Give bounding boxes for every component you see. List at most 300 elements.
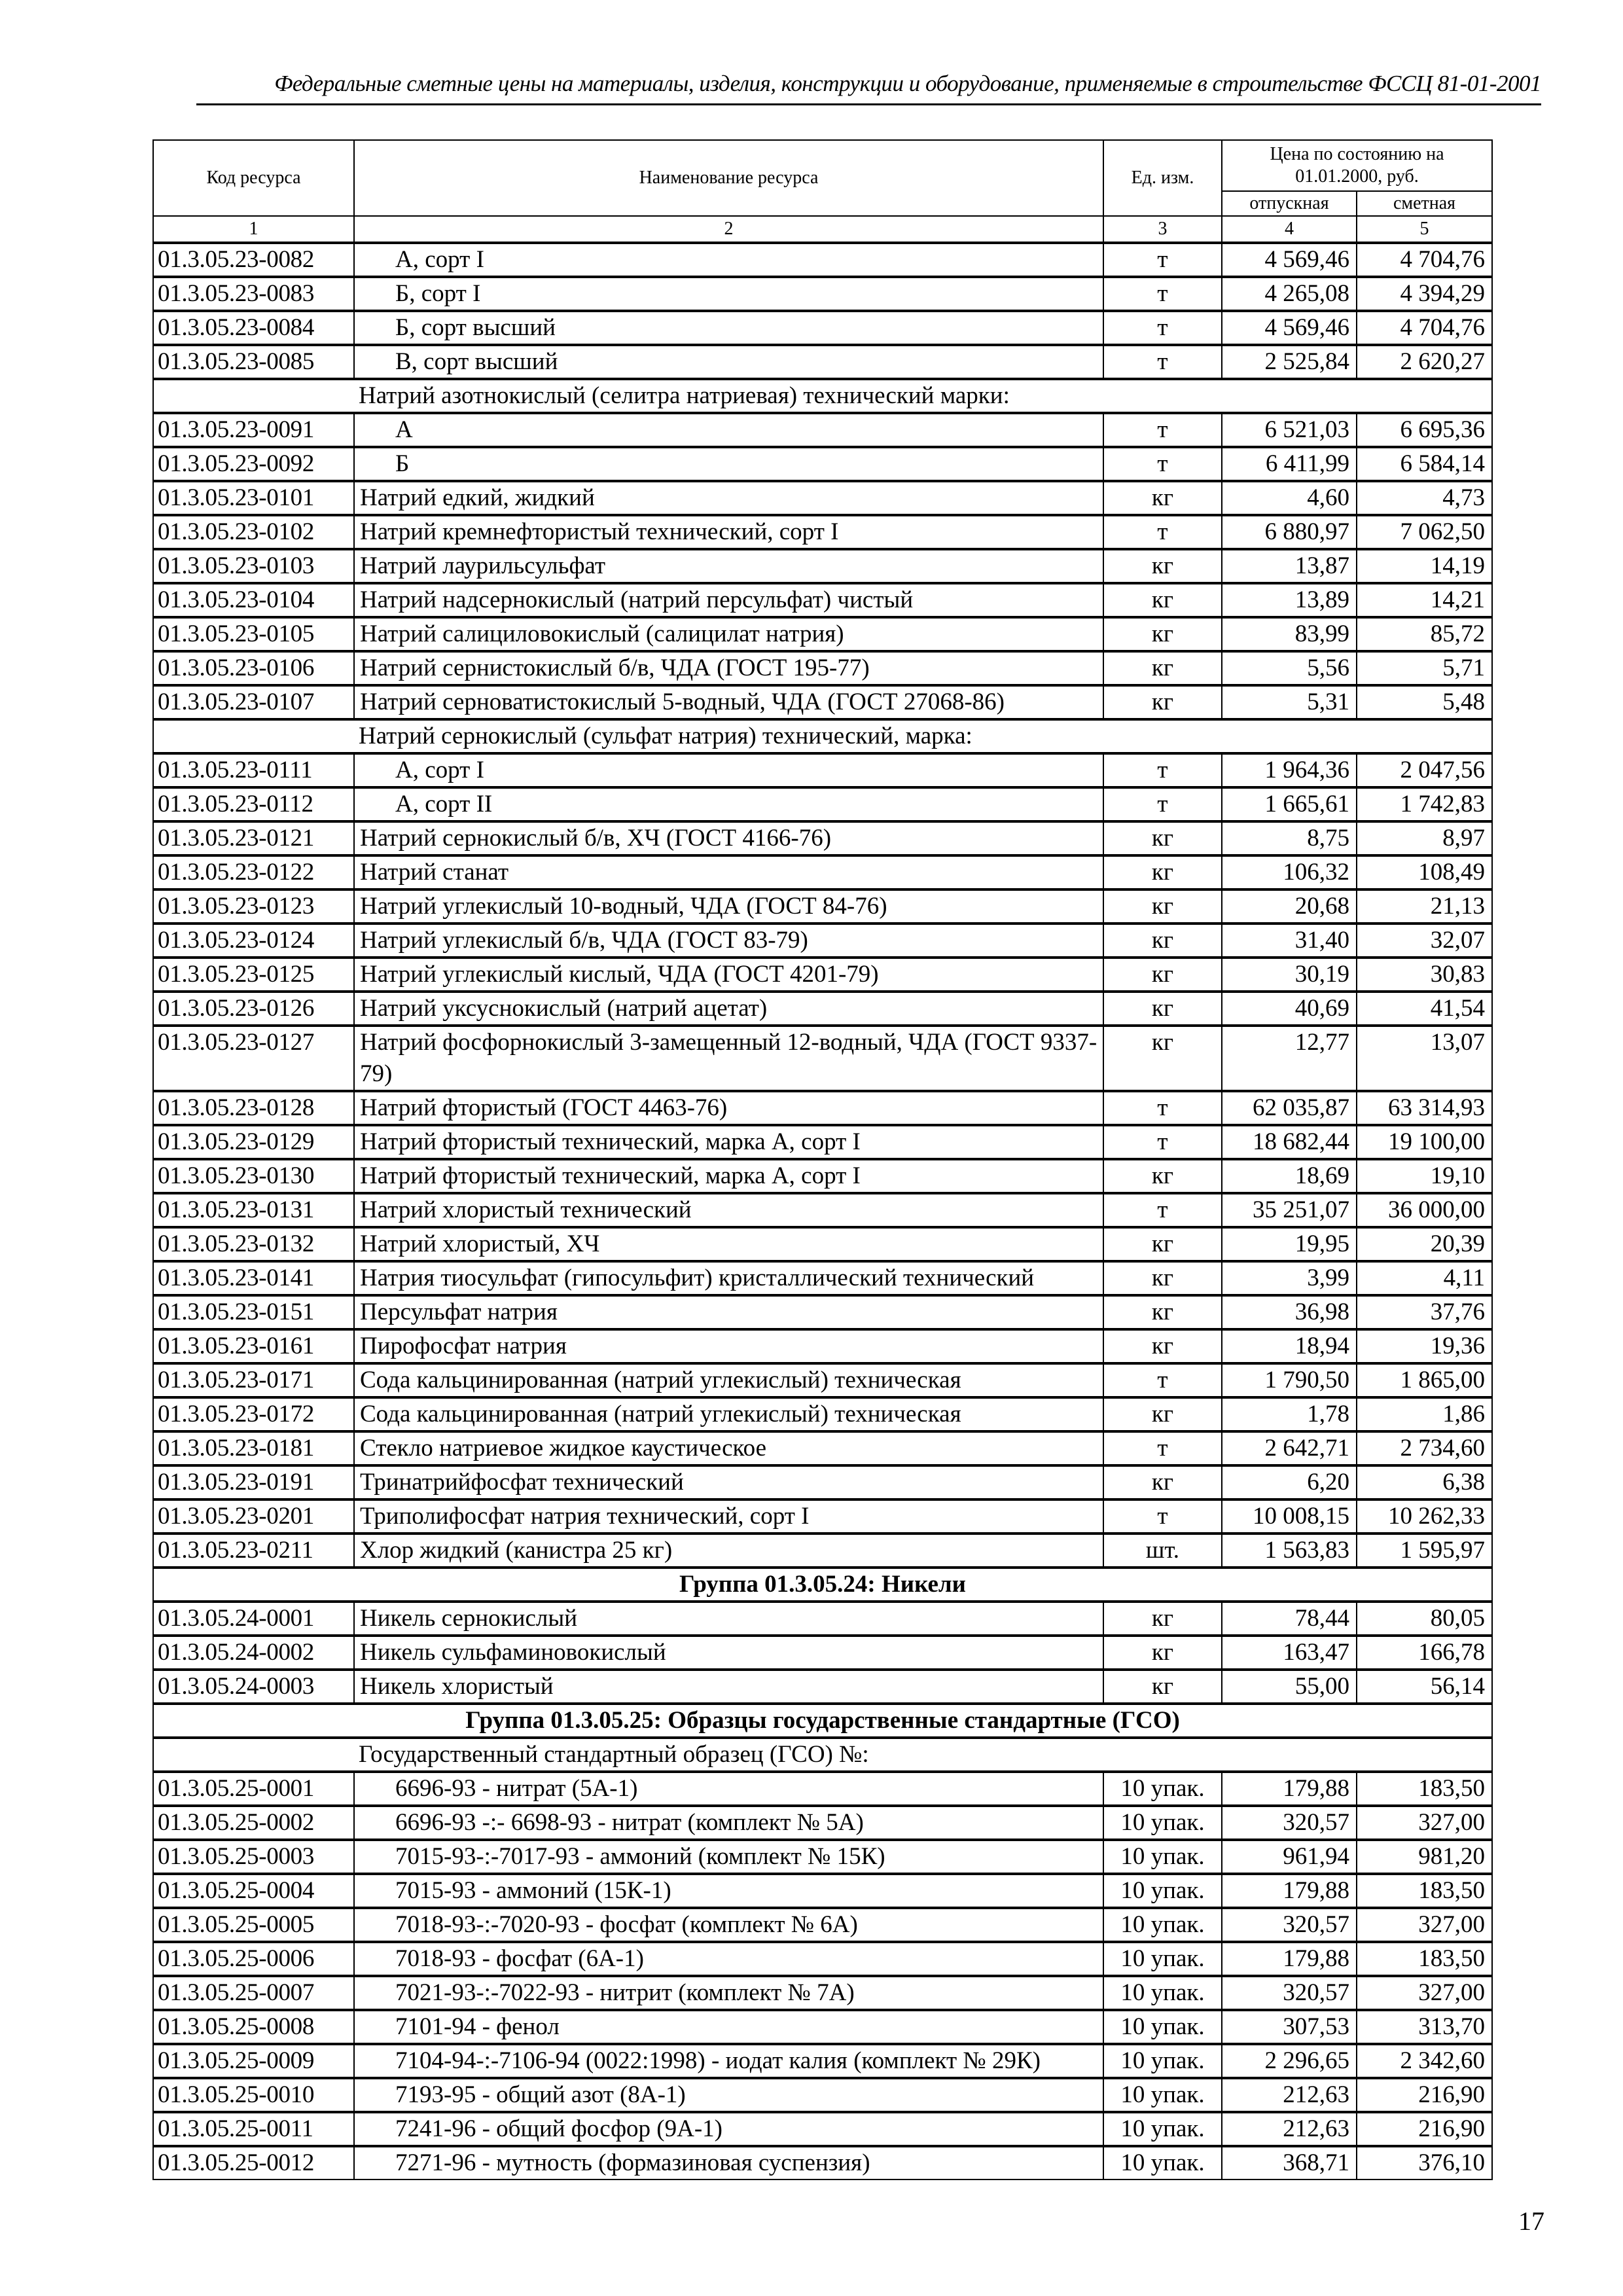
resource-name: Б, сорт I xyxy=(354,277,1103,311)
resource-code: 01.3.05.25-0010 xyxy=(153,2078,354,2112)
estimate-price: 4,73 xyxy=(1357,481,1492,515)
unit-of-measure: т xyxy=(1103,787,1222,821)
release-price: 35 251,07 xyxy=(1222,1193,1357,1227)
resource-code: 01.3.05.24-0003 xyxy=(153,1670,354,1704)
release-price: 179,88 xyxy=(1222,1874,1357,1908)
unit-of-measure: кг xyxy=(1103,855,1222,889)
release-price: 18,69 xyxy=(1222,1159,1357,1193)
estimate-price: 56,14 xyxy=(1357,1670,1492,1704)
release-price: 18,94 xyxy=(1222,1329,1357,1363)
table-row xyxy=(153,1026,1492,1091)
unit-of-measure: т xyxy=(1103,277,1222,311)
resource-name: Никель сульфаминовокислый xyxy=(354,1636,1103,1670)
resource-name: А xyxy=(354,413,1103,447)
table-row xyxy=(153,1295,1492,1329)
estimate-price: 4 394,29 xyxy=(1357,277,1492,311)
resource-name: Б xyxy=(354,447,1103,481)
unit-of-measure: кг xyxy=(1103,549,1222,583)
release-price: 2 642,71 xyxy=(1222,1431,1357,1465)
resource-code: 01.3.05.25-0001 xyxy=(153,1772,354,1806)
estimate-price: 6 695,36 xyxy=(1357,413,1492,447)
unit-of-measure: т xyxy=(1103,1193,1222,1227)
resource-code: 01.3.05.25-0011 xyxy=(153,2112,354,2146)
unit-of-measure: кг xyxy=(1103,1329,1222,1363)
resource-code: 01.3.05.23-0172 xyxy=(153,1397,354,1431)
unit-of-measure: т xyxy=(1103,753,1222,787)
table-row xyxy=(153,1976,1492,2010)
unit-of-measure: кг xyxy=(1103,924,1222,958)
estimate-price: 183,50 xyxy=(1357,1772,1492,1806)
estimate-price: 6 584,14 xyxy=(1357,447,1492,481)
unit-of-measure: 10 упак. xyxy=(1103,1908,1222,1942)
resource-code: 01.3.05.23-0141 xyxy=(153,1261,354,1295)
release-price: 212,63 xyxy=(1222,2078,1357,2112)
table-row xyxy=(153,1772,1492,1806)
estimate-price: 313,70 xyxy=(1357,2010,1492,2044)
resource-name: 7018-93 - фосфат (6А-1) xyxy=(354,1942,1103,1976)
release-price: 18 682,44 xyxy=(1222,1125,1357,1159)
group-heading-row xyxy=(153,1568,1492,1602)
resource-name: А, сорт I xyxy=(354,243,1103,277)
estimate-price: 8,97 xyxy=(1357,821,1492,855)
resource-name: А, сорт I xyxy=(354,753,1103,787)
resource-name: 7193-95 - общий азот (8А-1) xyxy=(354,2078,1103,2112)
unit-of-measure: 10 упак. xyxy=(1103,2078,1222,2112)
resource-name: Натрий надсернокислый (натрий персульфат) чистый xyxy=(354,583,1103,617)
subgroup-caption: Натрий азотнокислый (селитра натриевая) технический марки: xyxy=(153,379,1492,413)
resource-name: Натрий лаурильсульфат xyxy=(354,549,1103,583)
header-rule xyxy=(196,103,1541,105)
resource-code: 01.3.05.24-0001 xyxy=(153,1602,354,1636)
resource-code: 01.3.05.23-0130 xyxy=(153,1159,354,1193)
unit-of-measure: т xyxy=(1103,1125,1222,1159)
estimate-price: 2 047,56 xyxy=(1357,753,1492,787)
release-price: 3,99 xyxy=(1222,1261,1357,1295)
table-row xyxy=(153,821,1492,855)
resource-name: 6696-93 - нитрат (5А-1) xyxy=(354,1772,1103,1806)
resource-name: Триполифосфат натрия технический, сорт I xyxy=(354,1499,1103,1534)
resource-name: Персульфат натрия xyxy=(354,1295,1103,1329)
table-row xyxy=(153,753,1492,787)
unit-of-measure: кг xyxy=(1103,1397,1222,1431)
resource-code: 01.3.05.23-0128 xyxy=(153,1091,354,1125)
estimate-price: 13,07 xyxy=(1357,1026,1492,1091)
table-row xyxy=(153,1908,1492,1942)
table-row xyxy=(153,958,1492,992)
release-price: 8,75 xyxy=(1222,821,1357,855)
resource-code: 01.3.05.23-0091 xyxy=(153,413,354,447)
resource-name: 7021-93-:-7022-93 - нитрит (комплект № 7А) xyxy=(354,1976,1103,2010)
release-price: 6 411,99 xyxy=(1222,447,1357,481)
unit-of-measure: 10 упак. xyxy=(1103,2146,1222,2179)
resource-name: Натрий салициловокислый (салицилат натрия) xyxy=(354,617,1103,651)
header-estimate-price: сметная xyxy=(1357,191,1492,216)
resource-name: Натрий хлористый, ХЧ xyxy=(354,1227,1103,1261)
table-row xyxy=(153,651,1492,685)
estimate-price: 183,50 xyxy=(1357,1874,1492,1908)
release-price: 1 563,83 xyxy=(1222,1534,1357,1568)
table-row xyxy=(153,1465,1492,1499)
release-price: 4 569,46 xyxy=(1222,311,1357,345)
table-row xyxy=(153,1159,1492,1193)
resource-name: Натрий едкий, жидкий xyxy=(354,481,1103,515)
estimate-price: 30,83 xyxy=(1357,958,1492,992)
release-price: 320,57 xyxy=(1222,1976,1357,2010)
resource-code: 01.3.05.23-0151 xyxy=(153,1295,354,1329)
resource-code: 01.3.05.23-0092 xyxy=(153,447,354,481)
release-price: 163,47 xyxy=(1222,1636,1357,1670)
estimate-price: 14,21 xyxy=(1357,583,1492,617)
unit-of-measure: кг xyxy=(1103,1026,1222,1091)
unit-of-measure: кг xyxy=(1103,992,1222,1026)
resource-name: Натрий фтористый (ГОСТ 4463-76) xyxy=(354,1091,1103,1125)
unit-of-measure: 10 упак. xyxy=(1103,1976,1222,2010)
unit-of-measure: т xyxy=(1103,1091,1222,1125)
unit-of-measure: 10 упак. xyxy=(1103,2112,1222,2146)
estimate-price: 216,90 xyxy=(1357,2112,1492,2146)
resource-code: 01.3.05.23-0123 xyxy=(153,889,354,924)
unit-of-measure: т xyxy=(1103,413,1222,447)
table-row xyxy=(153,1670,1492,1704)
header-name: Наименование ресурса xyxy=(354,140,1103,216)
unit-of-measure: кг xyxy=(1103,1465,1222,1499)
release-price: 6 521,03 xyxy=(1222,413,1357,447)
estimate-price: 80,05 xyxy=(1357,1602,1492,1636)
unit-of-measure: кг xyxy=(1103,617,1222,651)
header-release-price: отпускная xyxy=(1222,191,1357,216)
resource-code: 01.3.05.23-0112 xyxy=(153,787,354,821)
release-price: 6,20 xyxy=(1222,1465,1357,1499)
resource-code: 01.3.05.23-0191 xyxy=(153,1465,354,1499)
resource-code: 01.3.05.25-0003 xyxy=(153,1840,354,1874)
estimate-price: 166,78 xyxy=(1357,1636,1492,1670)
resource-code: 01.3.05.25-0005 xyxy=(153,1908,354,1942)
resource-name: А, сорт II xyxy=(354,787,1103,821)
table-row xyxy=(153,1193,1492,1227)
subgroup-caption-row xyxy=(153,1738,1492,1772)
column-number: 3 xyxy=(1103,216,1222,243)
release-price: 13,89 xyxy=(1222,583,1357,617)
resource-name: Пирофосфат натрия xyxy=(354,1329,1103,1363)
resource-code: 01.3.05.23-0085 xyxy=(153,345,354,379)
unit-of-measure: кг xyxy=(1103,583,1222,617)
table-row xyxy=(153,992,1492,1026)
release-price: 4 265,08 xyxy=(1222,277,1357,311)
table-row xyxy=(153,2112,1492,2146)
release-price: 5,56 xyxy=(1222,651,1357,685)
unit-of-measure: кг xyxy=(1103,1227,1222,1261)
unit-of-measure: кг xyxy=(1103,1261,1222,1295)
release-price: 1 790,50 xyxy=(1222,1363,1357,1397)
unit-of-measure: кг xyxy=(1103,1159,1222,1193)
table-row xyxy=(153,583,1492,617)
estimate-price: 108,49 xyxy=(1357,855,1492,889)
release-price: 20,68 xyxy=(1222,889,1357,924)
table-row xyxy=(153,447,1492,481)
release-price: 2 525,84 xyxy=(1222,345,1357,379)
resource-code: 01.3.05.23-0201 xyxy=(153,1499,354,1534)
resource-name: В, сорт высший xyxy=(354,345,1103,379)
release-price: 179,88 xyxy=(1222,1772,1357,1806)
resource-name: Натрий углекислый 10-водный, ЧДА (ГОСТ 84-76) xyxy=(354,889,1103,924)
unit-of-measure: т xyxy=(1103,311,1222,345)
resource-name: Сода кальцинированная (натрий углекислый) техническая xyxy=(354,1363,1103,1397)
resource-code: 01.3.05.23-0103 xyxy=(153,549,354,583)
table-row xyxy=(153,787,1492,821)
resource-name: Натрий углекислый кислый, ЧДА (ГОСТ 4201-79) xyxy=(354,958,1103,992)
estimate-price: 7 062,50 xyxy=(1357,515,1492,549)
resource-code: 01.3.05.23-0129 xyxy=(153,1125,354,1159)
release-price: 320,57 xyxy=(1222,1908,1357,1942)
estimate-price: 4 704,76 xyxy=(1357,311,1492,345)
release-price: 307,53 xyxy=(1222,2010,1357,2044)
table-row xyxy=(153,1125,1492,1159)
resource-code: 01.3.05.23-0132 xyxy=(153,1227,354,1261)
estimate-price: 327,00 xyxy=(1357,1806,1492,1840)
resource-code: 01.3.05.23-0084 xyxy=(153,311,354,345)
price-table xyxy=(152,139,1493,2180)
resource-code: 01.3.05.23-0125 xyxy=(153,958,354,992)
table-row xyxy=(153,1227,1492,1261)
table-row xyxy=(153,311,1492,345)
table-row xyxy=(153,1363,1492,1397)
estimate-price: 1 742,83 xyxy=(1357,787,1492,821)
unit-of-measure: 10 упак. xyxy=(1103,1772,1222,1806)
resource-name: Натрий уксуснокислый (натрий ацетат) xyxy=(354,992,1103,1026)
resource-code: 01.3.05.23-0171 xyxy=(153,1363,354,1397)
column-number: 5 xyxy=(1357,216,1492,243)
release-price: 368,71 xyxy=(1222,2146,1357,2179)
group-heading-row xyxy=(153,1704,1492,1738)
estimate-price: 14,19 xyxy=(1357,549,1492,583)
resource-name: 7104-94-:-7106-94 (0022:1998) - иодат калия (комплект № 29К) xyxy=(354,2044,1103,2078)
release-price: 961,94 xyxy=(1222,1840,1357,1874)
resource-name: Тринатрийфосфат технический xyxy=(354,1465,1103,1499)
table-row xyxy=(153,345,1492,379)
release-price: 30,19 xyxy=(1222,958,1357,992)
subgroup-caption-row xyxy=(153,379,1492,413)
estimate-price: 41,54 xyxy=(1357,992,1492,1026)
resource-name: 7018-93-:-7020-93 - фосфат (комплект № 6А) xyxy=(354,1908,1103,1942)
resource-code: 01.3.05.23-0101 xyxy=(153,481,354,515)
resource-name: Никель хлористый xyxy=(354,1670,1103,1704)
unit-of-measure: кг xyxy=(1103,651,1222,685)
resource-code: 01.3.05.25-0007 xyxy=(153,1976,354,2010)
unit-of-measure: т xyxy=(1103,345,1222,379)
resource-name: Натрий фосфорнокислый 3-замещенный 12-водный, ЧДА (ГОСТ 9337-79) xyxy=(354,1026,1103,1091)
estimate-price: 216,90 xyxy=(1357,2078,1492,2112)
table-row xyxy=(153,685,1492,719)
header-code: Код ресурса xyxy=(153,140,354,216)
release-price: 179,88 xyxy=(1222,1942,1357,1976)
release-price: 1 964,36 xyxy=(1222,753,1357,787)
resource-name: 6696-93 -:- 6698-93 - нитрат (комплект № 5А) xyxy=(354,1806,1103,1840)
unit-of-measure: кг xyxy=(1103,1636,1222,1670)
unit-of-measure: кг xyxy=(1103,958,1222,992)
estimate-price: 376,10 xyxy=(1357,2146,1492,2179)
table-row xyxy=(153,1874,1492,1908)
resource-name: Никель сернокислый xyxy=(354,1602,1103,1636)
resource-code: 01.3.05.23-0104 xyxy=(153,583,354,617)
unit-of-measure: кг xyxy=(1103,481,1222,515)
table-row xyxy=(153,1329,1492,1363)
resource-code: 01.3.05.23-0124 xyxy=(153,924,354,958)
resource-name: Стекло натриевое жидкое каустическое xyxy=(354,1431,1103,1465)
release-price: 78,44 xyxy=(1222,1602,1357,1636)
unit-of-measure: т xyxy=(1103,1499,1222,1534)
unit-of-measure: 10 упак. xyxy=(1103,1942,1222,1976)
resource-code: 01.3.05.23-0131 xyxy=(153,1193,354,1227)
resource-name: 7101-94 - фенол xyxy=(354,2010,1103,2044)
release-price: 212,63 xyxy=(1222,2112,1357,2146)
unit-of-measure: кг xyxy=(1103,1670,1222,1704)
release-price: 320,57 xyxy=(1222,1806,1357,1840)
release-price: 10 008,15 xyxy=(1222,1499,1357,1534)
resource-name: Сода кальцинированная (натрий углекислый) техническая xyxy=(354,1397,1103,1431)
table-row xyxy=(153,924,1492,958)
page-number: 17 xyxy=(1518,2206,1544,2236)
unit-of-measure: кг xyxy=(1103,685,1222,719)
unit-of-measure: 10 упак. xyxy=(1103,1874,1222,1908)
unit-of-measure: 10 упак. xyxy=(1103,2044,1222,2078)
header-price-group: Цена по состоянию на 01.01.2000, руб. xyxy=(1222,140,1492,191)
estimate-price: 981,20 xyxy=(1357,1840,1492,1874)
release-price: 62 035,87 xyxy=(1222,1091,1357,1125)
unit-of-measure: кг xyxy=(1103,889,1222,924)
resource-code: 01.3.05.23-0211 xyxy=(153,1534,354,1568)
unit-of-measure: т xyxy=(1103,1431,1222,1465)
resource-name: Хлор жидкий (канистра 25 кг) xyxy=(354,1534,1103,1568)
table-row xyxy=(153,1397,1492,1431)
release-price: 55,00 xyxy=(1222,1670,1357,1704)
resource-code: 01.3.05.24-0002 xyxy=(153,1636,354,1670)
resource-code: 01.3.05.25-0006 xyxy=(153,1942,354,1976)
resource-name: Натрия тиосульфат (гипосульфит) кристаллический технический xyxy=(354,1261,1103,1295)
table-row xyxy=(153,243,1492,277)
table-row xyxy=(153,2078,1492,2112)
unit-of-measure: т xyxy=(1103,515,1222,549)
resource-code: 01.3.05.23-0107 xyxy=(153,685,354,719)
estimate-price: 85,72 xyxy=(1357,617,1492,651)
estimate-price: 1,86 xyxy=(1357,1397,1492,1431)
table-row xyxy=(153,617,1492,651)
release-price: 31,40 xyxy=(1222,924,1357,958)
subgroup-caption: Государственный стандартный образец (ГСО) №: xyxy=(153,1738,1492,1772)
release-price: 4,60 xyxy=(1222,481,1357,515)
table-row xyxy=(153,855,1492,889)
estimate-price: 63 314,93 xyxy=(1357,1091,1492,1125)
estimate-price: 19,36 xyxy=(1357,1329,1492,1363)
table-row xyxy=(153,1636,1492,1670)
table-row xyxy=(153,889,1492,924)
resource-code: 01.3.05.23-0121 xyxy=(153,821,354,855)
estimate-price: 10 262,33 xyxy=(1357,1499,1492,1534)
release-price: 2 296,65 xyxy=(1222,2044,1357,2078)
table-row xyxy=(153,1261,1492,1295)
release-price: 1,78 xyxy=(1222,1397,1357,1431)
table-header xyxy=(153,140,1492,243)
resource-name: Натрий фтористый технический, марка А, сорт I xyxy=(354,1159,1103,1193)
resource-name: Натрий станат xyxy=(354,855,1103,889)
resource-code: 01.3.05.23-0126 xyxy=(153,992,354,1026)
table-row xyxy=(153,2044,1492,2078)
table-row xyxy=(153,1091,1492,1125)
header-unit: Ед. изм. xyxy=(1103,140,1222,216)
resource-code: 01.3.05.25-0004 xyxy=(153,1874,354,1908)
table-row xyxy=(153,1602,1492,1636)
column-number: 2 xyxy=(354,216,1103,243)
estimate-price: 1 595,97 xyxy=(1357,1534,1492,1568)
release-price: 106,32 xyxy=(1222,855,1357,889)
table-row xyxy=(153,1840,1492,1874)
resource-code: 01.3.05.23-0105 xyxy=(153,617,354,651)
unit-of-measure: кг xyxy=(1103,821,1222,855)
estimate-price: 20,39 xyxy=(1357,1227,1492,1261)
resource-code: 01.3.05.23-0127 xyxy=(153,1026,354,1091)
estimate-price: 19 100,00 xyxy=(1357,1125,1492,1159)
resource-code: 01.3.05.23-0082 xyxy=(153,243,354,277)
unit-of-measure: шт. xyxy=(1103,1534,1222,1568)
resource-code: 01.3.05.25-0009 xyxy=(153,2044,354,2078)
estimate-price: 37,76 xyxy=(1357,1295,1492,1329)
release-price: 12,77 xyxy=(1222,1026,1357,1091)
resource-name: 7241-96 - общий фосфор (9А-1) xyxy=(354,2112,1103,2146)
release-price: 83,99 xyxy=(1222,617,1357,651)
resource-code: 01.3.05.23-0102 xyxy=(153,515,354,549)
estimate-price: 36 000,00 xyxy=(1357,1193,1492,1227)
resource-code: 01.3.05.23-0161 xyxy=(153,1329,354,1363)
group-heading: Группа 01.3.05.24: Никели xyxy=(153,1568,1492,1602)
table-row xyxy=(153,515,1492,549)
unit-of-measure: 10 упак. xyxy=(1103,1806,1222,1840)
table-row xyxy=(153,277,1492,311)
resource-name: 7015-93-:-7017-93 - аммоний (комплект № 15К) xyxy=(354,1840,1103,1874)
resource-name: Натрий фтористый технический, марка А, сорт I xyxy=(354,1125,1103,1159)
running-header: Федеральные сметные цены на материалы, изделия, конструкции и оборудование, применяемые в строительстве ФССЦ 81-01-2001 xyxy=(274,71,1541,96)
estimate-price: 327,00 xyxy=(1357,1976,1492,2010)
release-price: 6 880,97 xyxy=(1222,515,1357,549)
resource-name: 7015-93 - аммоний (15К-1) xyxy=(354,1874,1103,1908)
estimate-price: 4,11 xyxy=(1357,1261,1492,1295)
resource-name: Б, сорт высший xyxy=(354,311,1103,345)
estimate-price: 4 704,76 xyxy=(1357,243,1492,277)
column-number: 1 xyxy=(153,216,354,243)
unit-of-measure: кг xyxy=(1103,1295,1222,1329)
unit-of-measure: т xyxy=(1103,447,1222,481)
table-row xyxy=(153,1942,1492,1976)
release-price: 1 665,61 xyxy=(1222,787,1357,821)
table-row xyxy=(153,1806,1492,1840)
unit-of-measure: 10 упак. xyxy=(1103,2010,1222,2044)
release-price: 36,98 xyxy=(1222,1295,1357,1329)
subgroup-caption-row xyxy=(153,719,1492,753)
estimate-price: 5,71 xyxy=(1357,651,1492,685)
resource-code: 01.3.05.25-0002 xyxy=(153,1806,354,1840)
column-number: 4 xyxy=(1222,216,1357,243)
resource-code: 01.3.05.25-0012 xyxy=(153,2146,354,2179)
resource-code: 01.3.05.25-0008 xyxy=(153,2010,354,2044)
release-price: 13,87 xyxy=(1222,549,1357,583)
estimate-price: 1 865,00 xyxy=(1357,1363,1492,1397)
unit-of-measure: кг xyxy=(1103,1602,1222,1636)
resource-code: 01.3.05.23-0181 xyxy=(153,1431,354,1465)
estimate-price: 2 620,27 xyxy=(1357,345,1492,379)
estimate-price: 327,00 xyxy=(1357,1908,1492,1942)
estimate-price: 19,10 xyxy=(1357,1159,1492,1193)
table-row xyxy=(153,413,1492,447)
estimate-price: 21,13 xyxy=(1357,889,1492,924)
table-row xyxy=(153,2146,1492,2179)
